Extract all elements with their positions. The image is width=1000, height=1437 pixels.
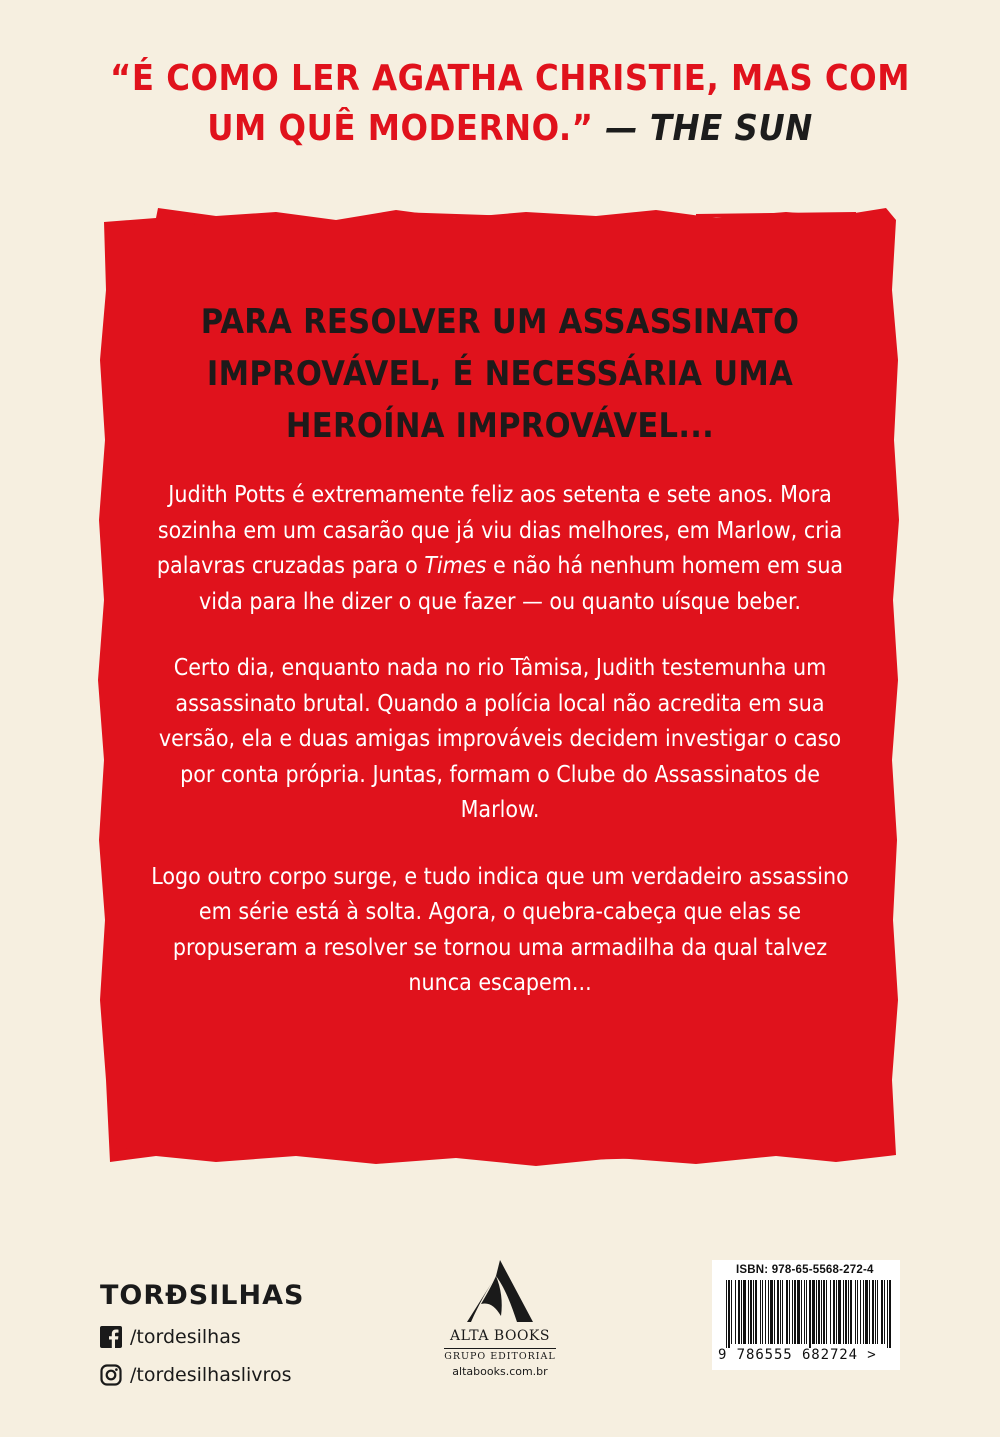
alta-books-url: altabooks.com.br [452,1365,548,1378]
barcode-bar [738,1280,740,1344]
barcode-bar [877,1280,878,1344]
tordesilhas-logo: TORÐSILHAS [100,1280,305,1311]
barcode-bar [741,1280,742,1344]
quote-line-2-wrap [100,104,920,154]
barcode-bar [836,1280,837,1344]
barcode-bar [768,1280,769,1344]
barcode-bar [728,1280,730,1348]
barcode-bar [884,1280,885,1344]
barcode-bar [760,1280,761,1344]
barcode-bar [777,1280,779,1344]
synopsis-times-italic: Times [424,553,487,579]
headline-line-1: PARA RESOLVER UM ASSASSINATO [200,302,800,342]
quote-source: — THE SUN [605,108,813,149]
barcode-bar [812,1280,815,1344]
instagram-handle: /tordesilhaslivros [130,1364,292,1386]
alta-books-name: ALTA BOOKS [450,1328,550,1344]
synopsis-paragraph-1 [150,478,850,620]
barcode-bar [750,1280,752,1344]
barcode-bar [818,1280,820,1344]
facebook-link[interactable] [100,1322,360,1352]
barcode-bar [748,1280,749,1344]
barcode-bar [792,1280,793,1344]
barcode-bar [743,1280,746,1344]
quote-line-2: UM QUÊ MODERNO.” [207,108,594,149]
barcode-bar [765,1280,766,1344]
alta-books-group: GRUPO EDITORIAL [444,1348,555,1362]
barcode-bar [833,1280,835,1344]
barcode-bar [848,1280,849,1344]
barcode-bar [762,1280,763,1344]
barcode-bar [755,1280,757,1344]
barcode-bar [816,1280,817,1344]
isbn-label: ISBN: 978-65-5568-272-4 [736,1264,874,1276]
alta-books-logo [420,1258,580,1378]
headline-line-2: IMPROVÁVEL, É NECESSÁRIA UMA [206,354,794,394]
barcode-bar [789,1280,790,1344]
barcode-bar [850,1280,852,1344]
publisher-block [100,1278,360,1390]
barcode-bar [786,1280,788,1344]
headline-line-3: HEROÍNA IMPROVÁVEL... [285,406,715,446]
barcode-bar [806,1280,807,1344]
barcode-bar [826,1280,827,1344]
alta-books-triangle-icon [465,1258,535,1324]
barcode-bar [881,1280,883,1344]
barcode-bar [889,1280,891,1348]
barcode-digits: 9 786555 682724 > [718,1347,877,1363]
synopsis-paragraph-3: Logo outro corpo surge, e tudo indica que um verdadeiro assassino em série está à solta. Agora, o quebra-cabeça que elas se propuseram a resolver se tornou uma armadilha da qual talvez nunca escapem... [151,863,849,996]
barcode-bar [821,1280,822,1344]
barcode-bar [860,1280,861,1344]
barcode-bar [875,1280,876,1344]
barcode-bar [782,1280,783,1344]
headline [140,296,860,452]
isbn-barcode [712,1260,900,1370]
quote-line-1: “É COMO LER AGATHA CHRISTIE, MAS COM [110,58,910,99]
barcode-bar [794,1280,796,1344]
barcode-bar [735,1280,736,1344]
barcode-bar [830,1280,831,1344]
barcode-bar [731,1280,732,1344]
facebook-icon [100,1326,122,1348]
synopsis [150,478,850,1033]
barcode-bar [843,1280,844,1344]
synopsis-paragraph-2: Certo dia, enquanto nada no rio Tâmisa, Judith testemunha um assassinato brutal. Quando a polícia local não acredita em sua versão, ela e duas amigas improváveis decidem investigar o caso por conta própria. Juntas, formam o Clube do Assassinatos de Marlow. [158,655,842,823]
barcode-bar [872,1280,874,1344]
barcode-bar [770,1280,773,1344]
barcode-bar [869,1280,870,1344]
press-quote [100,54,920,154]
barcode-bar [845,1280,847,1344]
barcode-bar [804,1280,805,1344]
barcode-bar [797,1280,800,1344]
barcode-bar [801,1280,802,1344]
barcode-bar [809,1280,811,1348]
instagram-icon [100,1364,122,1386]
barcode-bar [865,1280,868,1344]
barcode-bar [726,1280,727,1348]
barcode-bar [753,1280,754,1344]
barcode-bar [838,1280,841,1344]
barcode-bar [774,1280,775,1344]
facebook-handle: /tordesilhas [130,1326,241,1348]
barcode-bar [855,1280,856,1344]
barcode-bar [887,1280,888,1348]
synopsis-p1-part-b: e não há nenhum homem em sua vida para lhe dizer o que fazer — ou quanto uísque beber. [198,553,844,615]
instagram-link[interactable] [100,1360,360,1390]
barcode-bar [780,1280,781,1344]
barcode-bar [863,1280,864,1344]
barcode-bar [823,1280,825,1344]
synopsis-p1-part-a: Judith Potts é extremamente feliz aos setenta e sete anos. Mora sozinha em um casarão que já viu dias melhores, em Marlow, cria palavras cruzadas para o [156,482,843,579]
barcode-bar [857,1280,858,1344]
